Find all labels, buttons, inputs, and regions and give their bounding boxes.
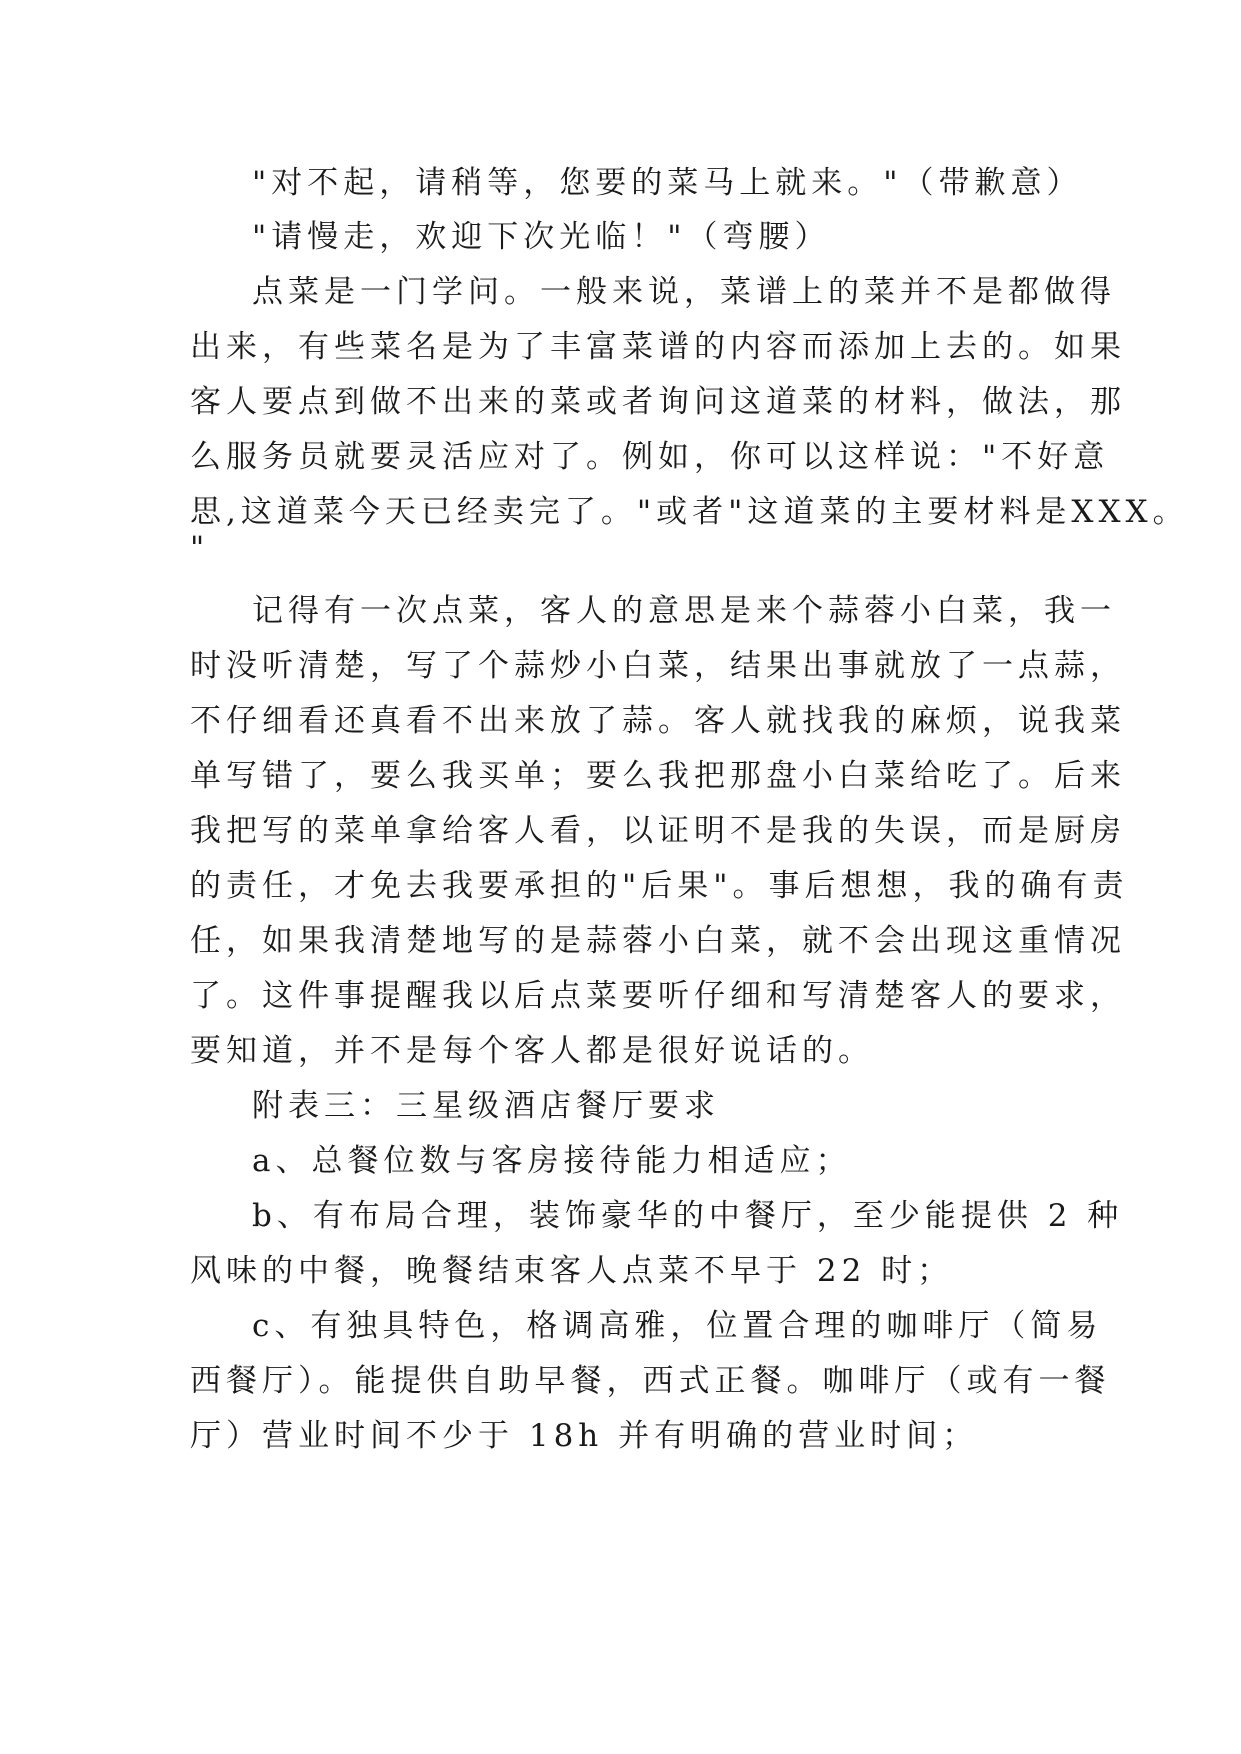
paragraph-ordering-line-5: 思,这道菜今天已经卖完了。"或者"这道菜的主要材料是XXX。 <box>190 494 1189 530</box>
requirement-c-line-3: 厅）营业时间不少于 18h 并有明确的营业时间； <box>190 1418 979 1454</box>
paragraph-story-line-1: 记得有一次点菜，客人的意思是来个蒜蓉小白菜，我一 <box>252 593 1116 629</box>
requirement-b-line-1: b、有布局合理，装饰豪华的中餐厅，至少能提供 2 种 <box>252 1198 1124 1234</box>
paragraph-ordering-line-2: 出来，有些菜名是为了丰富菜谱的内容而添加上去的。如果 <box>190 329 1126 365</box>
paragraph-ordering-line-3: 客人要点到做不出来的菜或者询问这道菜的材料，做法，那 <box>190 384 1126 420</box>
paragraph-story-line-6: 的责任，才免去我要承担的"后果"。事后想想，我的确有责 <box>190 868 1129 904</box>
requirement-b-line-2: 风味的中餐，晚餐结束客人点菜不早于 22 时； <box>190 1253 954 1289</box>
paragraph-story-line-8: 了。这件事提醒我以后点菜要听仔细和写清楚客人的要求， <box>190 978 1126 1014</box>
requirement-a-line-1: a、总餐位数与客房接待能力相适应； <box>252 1143 852 1179</box>
paragraph-story-line-9: 要知道，并不是每个客人都是很好说话的。 <box>190 1033 874 1069</box>
appendix-heading: 附表三：三星级酒店餐厅要求 <box>252 1088 720 1124</box>
paragraph-story-line-3: 不仔细看还真看不出来放了蒜。客人就找我的麻烦，说我菜 <box>190 703 1126 739</box>
paragraph-ordering-line-6: " <box>190 530 210 566</box>
paragraph-story-line-5: 我把写的菜单拿给客人看，以证明不是我的失误，而是厨房 <box>190 813 1126 849</box>
paragraph-story-line-7: 任，如果我清楚地写的是蒜蓉小白菜，就不会出现这重情况 <box>190 923 1126 959</box>
apology-dialogue-line: "对不起，请稍等，您要的菜马上就来。"（带歉意） <box>252 165 1083 201</box>
farewell-dialogue-line: "请慢走，欢迎下次光临！"（弯腰） <box>252 219 831 255</box>
paragraph-ordering-line-4: 么服务员就要灵活应对了。例如，你可以这样说："不好意 <box>190 439 1110 475</box>
paragraph-ordering-line-1: 点菜是一门学问。一般来说，菜谱上的菜并不是都做得 <box>252 274 1116 310</box>
paragraph-story-line-2: 时没听清楚，写了个蒜炒小白菜，结果出事就放了一点蒜， <box>190 648 1126 684</box>
requirement-c-line-1: c、有独具特色，格调高雅，位置合理的咖啡厅（简易 <box>252 1308 1103 1344</box>
paragraph-story-line-4: 单写错了，要么我买单；要么我把那盘小白菜给吃了。后来 <box>190 758 1126 794</box>
requirement-c-line-2: 西餐厅）。能提供自助早餐，西式正餐。咖啡厅（或有一餐 <box>190 1363 1111 1399</box>
